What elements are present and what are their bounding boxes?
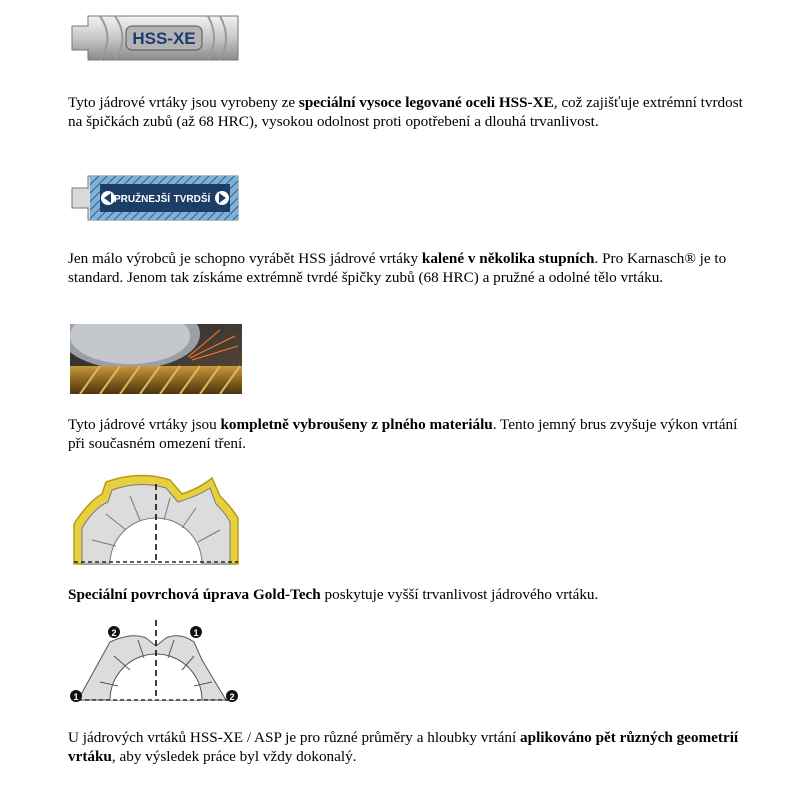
geometry-marker-1-bottom-left <box>70 690 82 702</box>
hardness-drill-image <box>70 170 242 226</box>
hss-xe-badge-label: HSS-XE <box>132 29 196 48</box>
svg-text:1: 1 <box>193 628 199 638</box>
gold-tech-cross-section-image <box>70 474 242 566</box>
grinding-photo <box>70 324 242 394</box>
svg-text:2: 2 <box>111 628 117 638</box>
geometry-marker-2-top-left <box>108 626 120 638</box>
paragraph-hss-xe-steel: Tyto jádrové vrtáky jsou vyrobeny ze speciální vysoce legované oceli HSS-XE, což zajišťuje extrémní tvrdost na špičkách zubů (až 68 HRC), vysokou odolnost proti opotřebení a dlouhá trvanlivost. <box>68 94 743 130</box>
hss-xe-drill-image <box>70 8 242 68</box>
svg-text:2: 2 <box>229 692 235 702</box>
geometry-marker-1-top-right <box>190 626 202 638</box>
arrow-left-label: PRUŽNEJŠÍ <box>113 194 171 205</box>
arrow-right-label: TVRDŠÍ <box>173 194 211 205</box>
svg-text:1: 1 <box>73 692 79 702</box>
paragraph-full-grinding: Tyto jádrové vrtáky jsou kompletně vybroušeny z plného materiálu. Tento jemný brus zvyšuje výkon vrtání při současném omezení tření. <box>68 416 738 452</box>
geometry-marker-2-bottom-right <box>226 690 238 702</box>
paragraph-multi-stage-hardening: Jen málo výrobců je schopno vyrábět HSS jádrové vrtáky kalené v několika stupních. Pro Karnasch® je to standard. Jenom tak získáme extrémně tvrdé špičky zubů (68 HRC) a pružné a odolné tělo vrtáku. <box>68 250 727 286</box>
geometry-diagram <box>70 620 242 708</box>
paragraph-gold-tech: Speciální povrchová úprava Gold-Tech poskytuje vyšší trvanlivost jádrového vrtáku. <box>68 586 599 603</box>
paragraph-five-geometries: U jádrových vrtáků HSS-XE / ASP je pro různé průměry a hloubky vrtání aplikováno pět různých geometrií vrtáku, aby výsledek práce byl vždy dokonalý. <box>68 729 739 765</box>
